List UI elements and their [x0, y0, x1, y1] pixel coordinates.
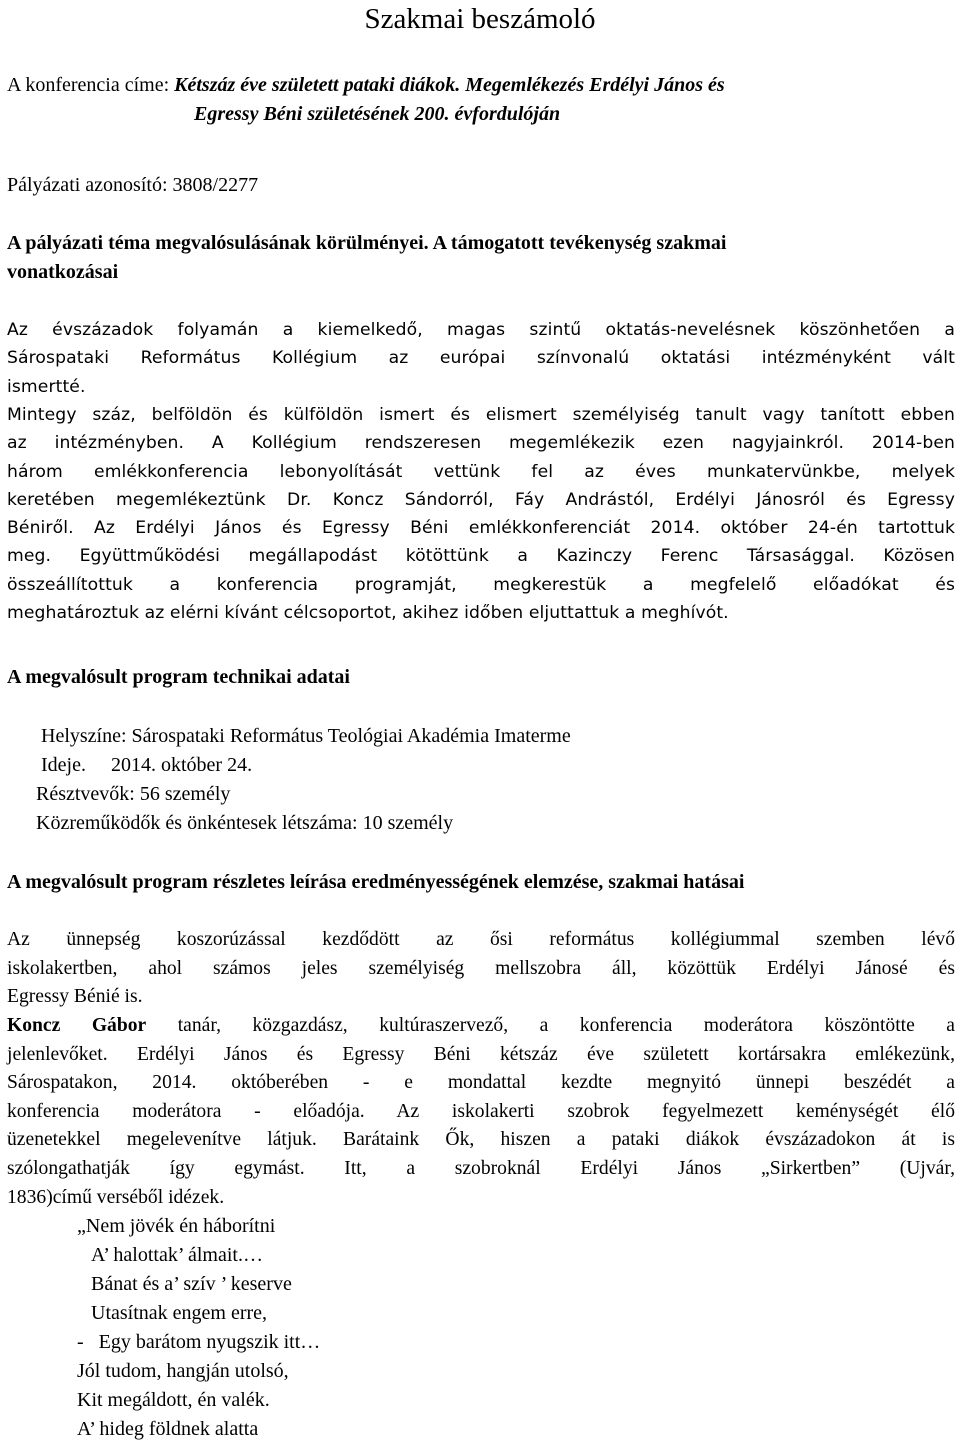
- poem-line: Utasítnak engem erre,: [91, 1302, 268, 1324]
- event-date: Ideje. 2014. október 24.: [41, 754, 253, 776]
- text-line: Az évszázadok folyamán a kiemelkedő, magas szintű oktatás-nevelésnek köszönhetően a: [7, 320, 955, 340]
- poem-line: A’ hideg földnek alatta: [77, 1418, 259, 1440]
- text-line: szólongathatják így egymást. Itt, a szobroknál Erdélyi János „Sirkertben” (Ujvár,: [7, 1157, 955, 1179]
- document-title: Szakmai beszámoló: [364, 3, 596, 35]
- poem-line: Kit megáldott, én valék.: [77, 1389, 270, 1411]
- text-line: Béniről. Az Erdélyi János és Egressy Béni emlékkonferenciát 2014. október 24-én tartottuk: [7, 518, 955, 539]
- text-line: Sárospataki Református Kollégium az európai színvonalú oktatási intézményként vált: [7, 348, 955, 369]
- text-line: [7, 1012, 955, 1041]
- section3-paragraph-1: [7, 926, 955, 1012]
- moderator-name: Koncz Gábor: [7, 1015, 147, 1036]
- text-line: iskolakertben, ahol számos jeles személyiség mellszobra áll, közöttük Erdélyi Jánosé és: [7, 957, 955, 979]
- text-line: az intézményben. A Kollégium rendszeresen megemlékezik ezen nagyjainkról. 2014-ben: [7, 433, 955, 454]
- conference-title-line-1: [7, 71, 725, 99]
- participants: Résztvevők: 56 személy: [36, 783, 231, 805]
- text-line: összeállítottuk a konferencia programját, megkerestük a megfelelő előadókat és: [7, 574, 955, 595]
- text-line: Sárospatakon, 2014. októberében - e mondattal kezdte megnyitó ünnepi beszédét a: [7, 1072, 955, 1094]
- section1-paragraph-2: [7, 401, 955, 627]
- section3-paragraph-2: [7, 1012, 955, 1212]
- section2-heading: A megvalósult program technikai adatai: [7, 666, 350, 688]
- poem-line: „Nem jövék én háborítni: [77, 1215, 276, 1237]
- volunteers: Közreműködők és önkéntesek létszáma: 10 személy: [36, 812, 454, 834]
- text-line: Egressy Bénié is.: [7, 986, 143, 1008]
- conference-title-line-2: Egressy Béni születésének 200. évfordulóján: [194, 103, 561, 125]
- poem-line: A’ halottak’ álmait.…: [91, 1244, 263, 1266]
- text-line: meg. Együttműködési megállapodást kötöttünk a Kazinczy Ferenc Társasággal. Közösen: [7, 546, 955, 567]
- application-id: Pályázati azonosító: 3808/2277: [7, 174, 259, 196]
- text-line: Az ünnepség koszorúzással kezdődött az ősi református kollégiummal szemben lévő: [7, 929, 955, 950]
- text-fragment: tanár, közgazdász, kultúraszervező, a konferencia moderátora köszöntötte a: [146, 1015, 955, 1036]
- text-line: meghatároztuk az elérni kívánt célcsoportot, akihez időben eljuttattuk a meghívót.: [7, 603, 729, 624]
- text-line: három emlékkonferencia lebonyolítását vettünk fel az éves munkatervünkbe, melyek: [7, 461, 955, 482]
- text-line: Mintegy száz, belföldön és külföldön ismert és elismert személyiség tanult vagy tanított ebben: [7, 405, 955, 425]
- text-line: jelenlevőket. Erdélyi János és Egressy Béni kétszáz éve született kortársakra emlékezünk,: [7, 1043, 955, 1065]
- section1-paragraph-1: [7, 316, 955, 401]
- section3-heading: A megvalósult program részletes leírása eredményességének elemzése, szakmai hatásai: [7, 871, 745, 893]
- poem-line: Bánat és a’ szív ’ keserve: [91, 1273, 292, 1295]
- conference-title-part-1: Kétszáz éve született pataki diákok. Megemlékezés Erdélyi János és: [174, 74, 725, 96]
- text-line: ismertté.: [7, 376, 86, 397]
- conference-label: A konferencia címe:: [7, 74, 175, 96]
- poem-line: - Egy barátom nyugszik itt…: [77, 1331, 321, 1353]
- text-line: 1836)című verséből idézek.: [7, 1186, 225, 1208]
- text-line: üzenetekkel megelevenítve látjuk. Barátaink Ők, hiszen a pataki diákok évszázadokon át is: [7, 1129, 955, 1151]
- section1-heading-line-1: A pályázati téma megvalósulásának körülményei. A támogatott tevékenység szakmai: [7, 232, 727, 254]
- text-line: keretében megemlékeztünk Dr. Koncz Sándorról, Fáy Andrástól, Erdélyi Jánosról és Egressy: [7, 489, 955, 510]
- text-line: konferencia moderátora - előadója. Az iskolakerti szobrok fegyelmezett keménységét élő: [7, 1100, 955, 1122]
- section1-heading-line-2: vonatkozásai: [7, 261, 119, 283]
- venue: Helyszíne: Sárospataki Református Teológiai Akadémia Imaterme: [41, 725, 571, 747]
- poem-line: Jól tudom, hangján utolsó,: [77, 1360, 289, 1382]
